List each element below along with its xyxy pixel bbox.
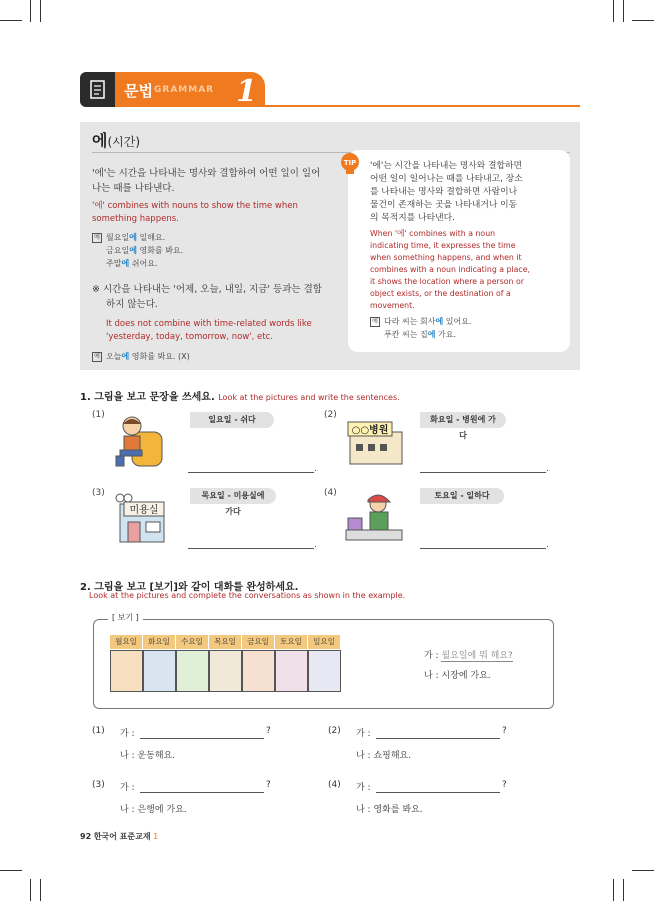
example-line-2: 금요일에 영화를 봐요. (106, 246, 184, 255)
c1-number: (1) (92, 726, 105, 736)
crop-mark (623, 0, 624, 22)
study-picture (209, 650, 242, 692)
c4-number: (4) (328, 780, 341, 790)
q2-number: (2) (324, 410, 337, 420)
q1-tag: 일요일 - 쉬다 (190, 412, 274, 428)
day-thu: 목요일 (209, 635, 242, 649)
crop-mark (40, 0, 41, 22)
crop-mark (0, 870, 22, 871)
book-title: 한국어 표준교재 (93, 832, 151, 841)
grammar-note: ※ 시간을 나타내는 '어제, 오늘, 내일, 지금' 등과는 결합 하지 않는다. It does not combine with time-related words like 'yesterday, today, tomorrow, now', etc. 예 오늘에 영화를 봐요. (X) (92, 282, 342, 363)
example-line-3: 주말에 쉬어요. (106, 259, 158, 268)
day-wed: 수요일 (176, 635, 209, 649)
q4-tag: 토요일 - 일하다 (420, 488, 504, 504)
c3-na: 나 : 은행에 가요. (120, 805, 187, 815)
header-icon-block (80, 72, 115, 107)
bank-picture (242, 650, 275, 692)
crop-mark (40, 879, 41, 901)
c1-na: 나 : 운동해요. (120, 751, 176, 761)
crop-mark (613, 879, 614, 901)
example-answer: 나 : 시장에 가요. (424, 671, 491, 681)
tip-example-1: 예 다라 씨는 회사에 있어요. (370, 315, 566, 328)
shopping-picture (275, 650, 308, 692)
q1-number: (1) (92, 410, 105, 420)
c3-answer-line[interactable] (140, 792, 264, 793)
section1-heading: 1. 그림을 보고 문장을 쓰세요. Look at the pictures and write the sentences. (80, 392, 400, 403)
c1-answer-line[interactable] (140, 738, 264, 739)
header-rule (265, 105, 580, 107)
weekday-picture-row (110, 650, 341, 692)
tip-label: TIP (343, 159, 357, 167)
c4-ga: 가 : (356, 783, 371, 793)
section2-heading-en: Look at the pictures and complete the conversations as shown in the example. (89, 591, 406, 600)
c4-qmark: ? (502, 780, 507, 790)
c2-number: (2) (328, 726, 341, 736)
lightbulb-icon (340, 152, 360, 176)
c4-na: 나 : 영화를 봐요. (356, 805, 423, 815)
example-line-1: 예 월요일에 일해요. (92, 231, 312, 244)
book-volume: 1 (153, 832, 159, 841)
page-number: 92 (80, 832, 92, 841)
day-mon: 월요일 (110, 635, 143, 649)
q4-picture (344, 490, 404, 546)
weekday-header-row (110, 635, 341, 649)
q3-tag: 목요일 - 미용실에 가다 (190, 488, 276, 504)
q3-answer-line[interactable] (188, 548, 314, 549)
day-sun: 일요일 (308, 635, 341, 649)
crop-mark (632, 870, 654, 871)
crop-mark (632, 20, 654, 21)
example-label: [ 보기 ] (108, 612, 143, 623)
q4-answer-line[interactable] (420, 548, 546, 549)
section2-heading: 2. 그림을 보고 [보기]와 같이 대화를 완성하세요. (80, 582, 299, 593)
c1-ga: 가 : (120, 729, 135, 739)
grammar-examples (92, 231, 312, 270)
day-fri: 금요일 (242, 635, 275, 649)
q2-answer-line[interactable] (420, 472, 546, 473)
header-number: 1 (236, 74, 257, 109)
grammar-description: '에'는 시간을 나타내는 명사와 결합하여 어떤 일이 일어 나는 때를 나타낸다. '에' combines with nouns to show the time when something happens. (92, 168, 321, 224)
day-tue: 화요일 (143, 635, 176, 649)
q1-answer-line[interactable] (188, 472, 314, 473)
exercise-picture (176, 650, 209, 692)
q4-period: . (546, 540, 549, 550)
tip-example-2: 푸칸 씨는 집에 가요. (384, 330, 457, 339)
q2-picture (344, 418, 408, 466)
hospital-sign-text: ○○병원 (351, 425, 389, 436)
c2-answer-line[interactable] (376, 738, 500, 739)
crop-mark (613, 0, 614, 22)
c2-na: 나 : 쇼핑해요. (356, 751, 412, 761)
q2-tag: 화요일 - 병원에 가다 (420, 412, 506, 428)
movie-picture (143, 650, 176, 692)
q1-period: . (314, 464, 317, 474)
crop-mark (30, 879, 31, 901)
c1-qmark: ? (266, 726, 271, 736)
c4-answer-line[interactable] (376, 792, 500, 793)
q3-picture (114, 488, 170, 544)
header-title: 문법 (124, 82, 153, 100)
salon-sign-text: 미용실 (129, 505, 159, 516)
footer (80, 831, 158, 842)
c2-ga: 가 : (356, 729, 371, 739)
example-question: 가 : 월요일에 뭐 해요? (424, 651, 513, 661)
crop-mark (623, 879, 624, 901)
crop-mark (30, 0, 31, 22)
q4-number: (4) (324, 488, 337, 498)
tip-content: '에'는 시간을 나타내는 명사와 결합하면 어떤 일이 일어나는 때를 나타내고, 장소 를 나타내는 명사와 결합하면 사람이나 물건이 존재하는 곳을 나타내거나 이동 의 목적지를 나타낸다. When '에' combines with a noun indicating time, it expresses the time when something happens, and when it combines with a noun indicating a place, it shows the location where a person or object exists, or the destination of a movement. 예 다라 씨는 회사에 있어요. 푸칸 씨는 집에 가요. (370, 160, 566, 341)
notebook-icon (80, 72, 115, 107)
c3-ga: 가 : (120, 783, 135, 793)
q3-number: (3) (92, 488, 105, 498)
c3-qmark: ? (266, 780, 271, 790)
q2-period: . (546, 464, 549, 474)
header-subtitle: GRAMMAR (154, 85, 215, 95)
crop-mark (0, 20, 22, 21)
grammar-title: 에(시간) (92, 131, 141, 150)
q3-period: . (314, 540, 317, 550)
c3-number: (3) (92, 780, 105, 790)
c2-qmark: ? (502, 726, 507, 736)
day-sat: 토요일 (275, 635, 308, 649)
q1-picture (104, 410, 174, 472)
market-picture (110, 650, 143, 692)
wrong-example: 예 오늘에 영화를 봐요. (X) (92, 350, 342, 363)
work-picture (308, 650, 341, 692)
